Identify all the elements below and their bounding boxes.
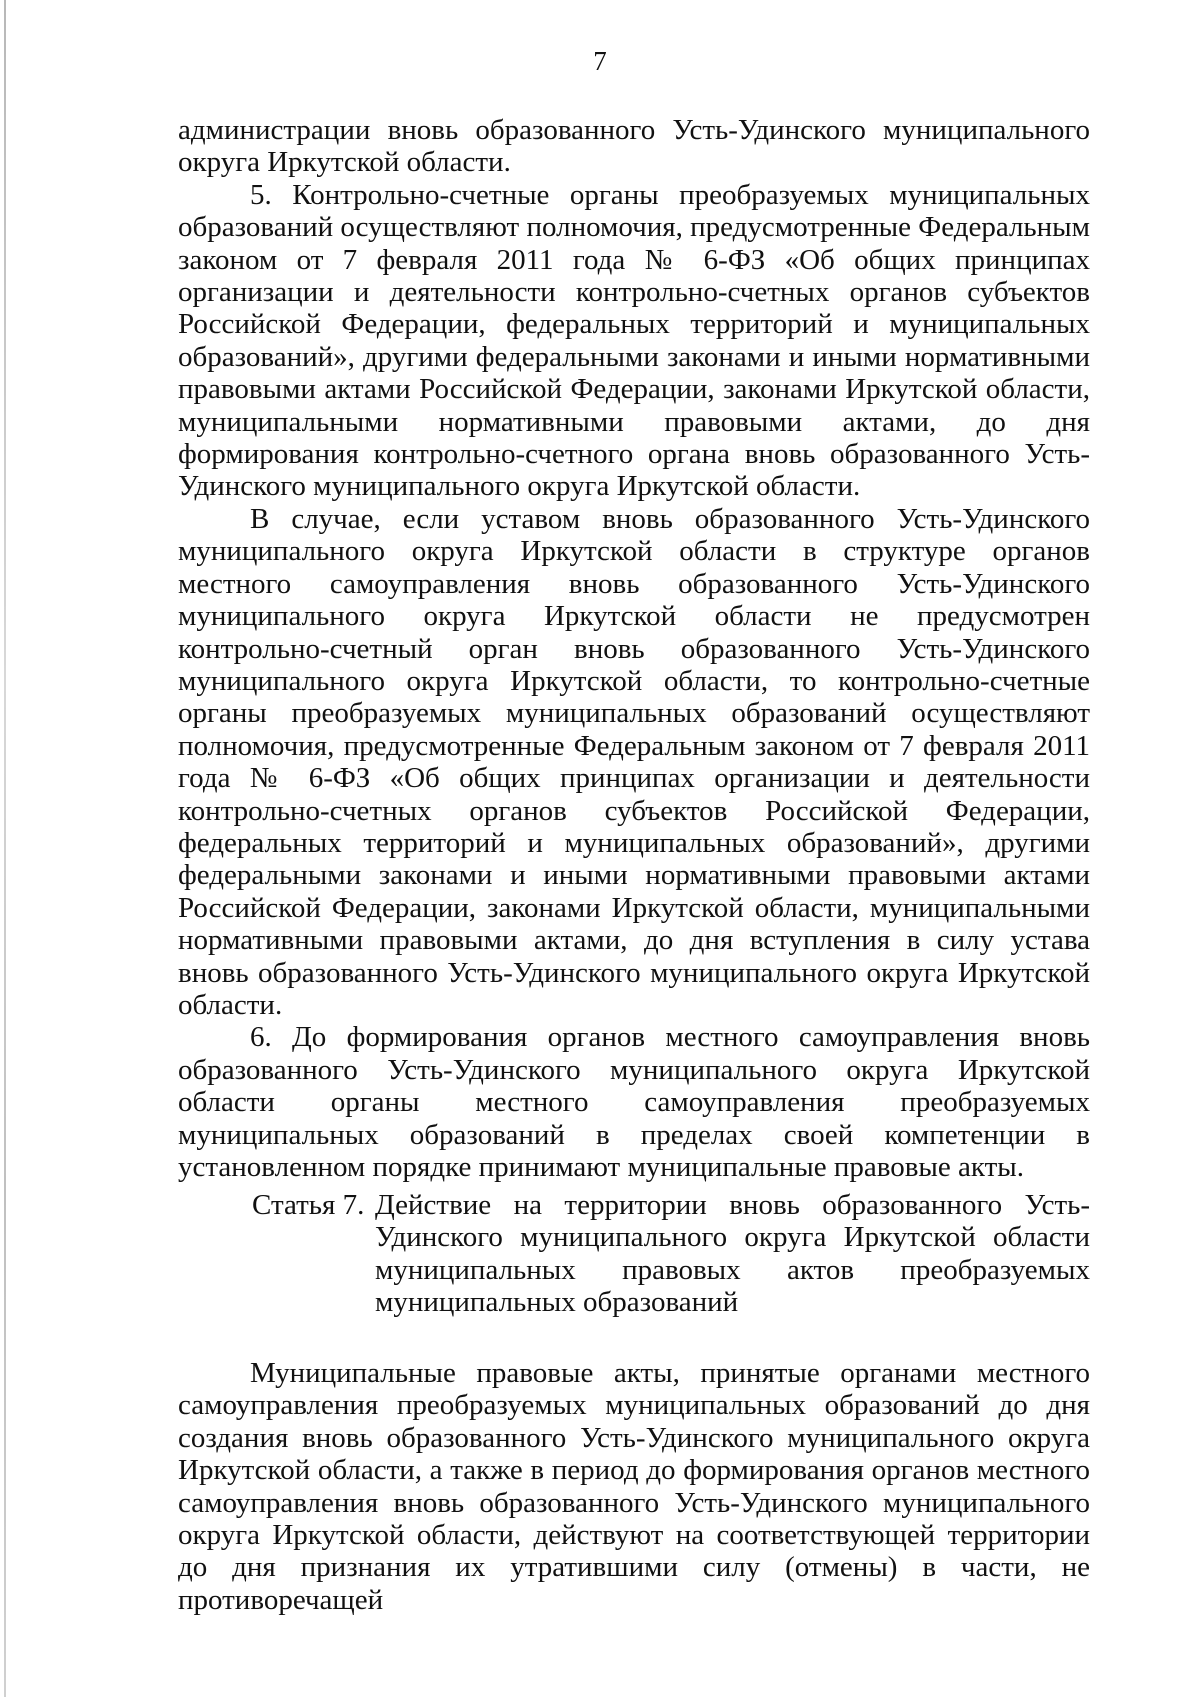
article-title: Действие на территории вновь образованного Усть-Удинского муниципального округа Иркутской области муниципальных правовых актов преобразуемых муниципальных образований — [375, 1189, 1090, 1319]
paragraph-item-5-case: В случае, если уставом вновь образованного Усть-Удинского муниципального округа Иркутской области в структуре органов местного самоуправления вновь образованного Усть-Удинского муниципального округа Иркутской области не предусмотрен контрольно-счетный орган вновь образованного Усть-Удинского муниципального округа Иркутской области, то контрольно-счетные органы преобразуемых муниципальных образований осуществляют полномочия, предусмотренные Федеральным законом от 7 февраля 2011 года № 6-ФЗ «Об общих принципах организации и деятельности контрольно-счетных органов субъектов Российской Федерации, федеральных территорий и муниципальных образований», другими федеральными законами и иными нормативными правовыми актами Российской Федерации, законами Иркутской области, муниципальными нормативными правовыми актами, до дня вступления в силу устава вновь образованного Усть-Удинского муниципального округа Иркутской области. — [178, 502, 1090, 1021]
article-heading — [252, 1189, 1090, 1319]
paragraph-continuation: администрации вновь образованного Усть-Удинского муниципального округа Иркутской области. — [178, 114, 1090, 179]
body-text-upper — [178, 114, 1090, 1183]
paragraph-item-6: 6. До формирования органов местного самоуправления вновь образованного Усть-Удинского муниципального округа Иркутской области органы местного самоуправления преобразуемых муниципальных образований в пределах своей компетенции в установленном порядке принимают муниципальные правовые акты. — [178, 1021, 1090, 1183]
scan-edge-shadow — [4, 0, 6, 1697]
paragraph-article-7: Муниципальные правовые акты, принятые органами местного самоуправления преобразуемых муниципальных образований до дня создания вновь образованного Усть-Удинского муниципального округа Иркутской области, а также в период до формирования органов местного самоуправления вновь образованного Усть-Удинского муниципального округа Иркутской области, действуют на соответствующей территории до дня признания их утратившими силу (отмены) в части, не противоречащей — [178, 1357, 1090, 1616]
article-number: Статья 7. — [252, 1189, 365, 1221]
body-text-lower — [178, 1357, 1090, 1616]
page-number: 7 — [593, 46, 607, 76]
paragraph-item-5: 5. Контрольно-счетные органы преобразуемых муниципальных образований осуществляют полномочия, предусмотренные Федеральным законом от 7 февраля 2011 года № 6-ФЗ «Об общих принципах организации и деятельности контрольно-счетных органов субъектов Российской Федерации, федеральных территорий и муниципальных образований», другими федеральными законами и иными нормативными правовыми актами Российской Федерации, законами Иркутской области, муниципальными нормативными правовыми актами, до дня формирования контрольно-счетного органа вновь образованного Усть-Удинского муниципального округа Иркутской области. — [178, 178, 1090, 503]
